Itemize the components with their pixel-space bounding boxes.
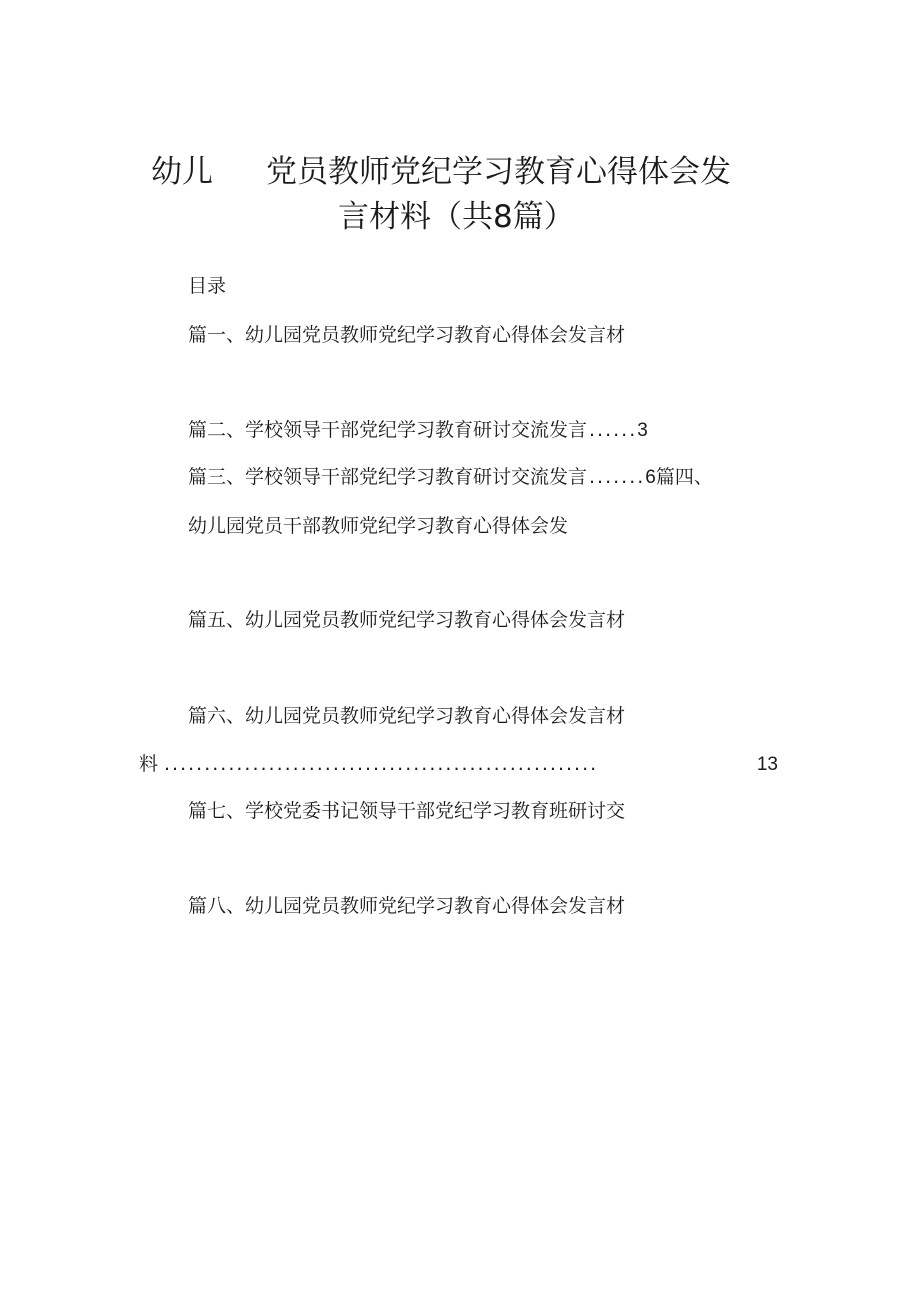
toc-entry-text: 篇二、学校领导干部党纪学习教育研讨交流发言 [188,419,588,441]
toc-page-number: 13 [756,754,778,775]
toc-page-number: 3 [637,420,648,441]
title-line-1-part-2: 党员教师党纪学习教育心得体会发 [266,154,731,190]
toc-leader-dots: ....... [589,466,646,488]
toc-entry-text: 篇一、幼儿园党员教师党纪学习教育心得体会发言材 [188,324,626,346]
toc-heading: 目录 [188,275,227,297]
toc-entry-trailing-text: 篇四、 [655,466,713,488]
toc-entry-text: 篇五、幼儿园党员教师党纪学习教育心得体会发言材 [188,609,626,631]
toc-leader-dots: ...... [589,419,638,441]
toc-entry-text: 篇三、学校领导干部党纪学习教育研讨交流发言 [188,466,588,488]
toc-entry-text: 篇七、学校党委书记领导干部党纪学习教育班研讨交 [188,800,626,822]
toc-entry-5[interactable] [188,607,625,633]
title-line-2: 言材料（共8篇） [338,199,575,235]
toc-entry-text: 篇八、幼儿园党员教师党纪学习教育心得体会发言材 [188,895,626,917]
toc-page-number: 6 [645,467,656,488]
toc-entry-6[interactable] [188,703,625,729]
toc-entry-text: 幼儿园党员干部教师党纪学习教育心得体会发 [188,515,569,537]
title-line-1-part-1: 幼儿 [151,154,213,190]
toc-entry-8[interactable] [188,893,625,919]
toc-entry-1[interactable] [188,322,625,348]
toc-entry-text: 料 [139,753,159,775]
toc-entry-4-continued[interactable] [188,513,568,539]
toc-entry-3[interactable] [188,464,713,491]
toc-entry-6-continued[interactable] [139,751,778,778]
toc-leader-dots: ...................................................... [164,753,599,775]
toc-entry-7[interactable] [188,798,625,824]
toc-entry-2[interactable] [188,417,648,444]
toc-entry-text: 篇六、幼儿园党员教师党纪学习教育心得体会发言材 [188,705,626,727]
